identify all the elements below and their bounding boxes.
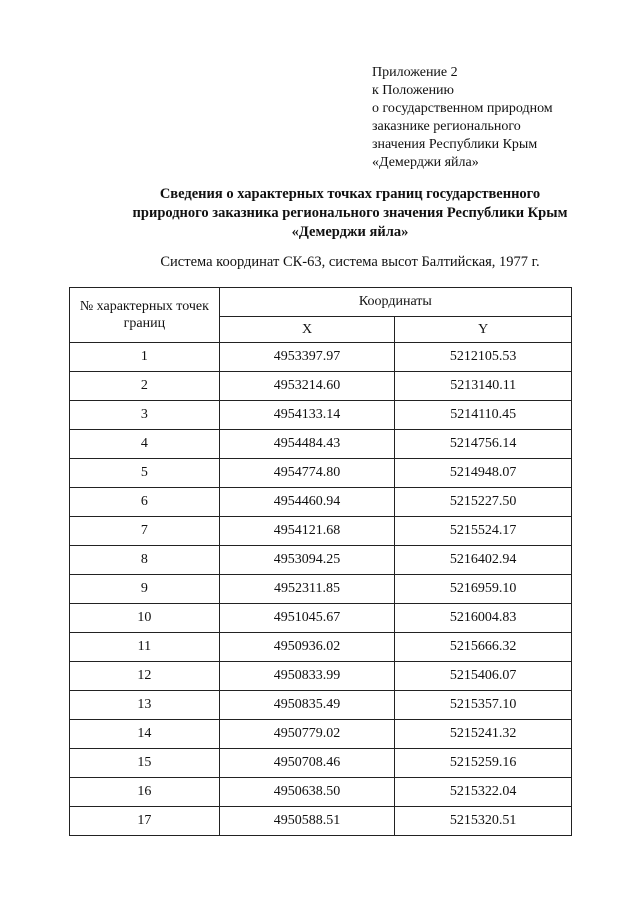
- x-coordinate-cell: 4950588.51: [219, 807, 395, 836]
- coordinates-table: [69, 287, 572, 836]
- point-number-cell: 13: [70, 691, 220, 720]
- table-row: [70, 807, 572, 836]
- point-number-cell: 3: [70, 401, 220, 430]
- title-line: Сведения о характерных точках границ государственного: [159, 186, 541, 202]
- appendix-line: Приложение 2: [372, 65, 458, 80]
- x-coordinate-cell: 4953214.60: [219, 372, 395, 401]
- y-coordinate-cell: 5216004.83: [395, 604, 572, 633]
- y-coordinate-cell: 5215322.04: [395, 778, 572, 807]
- point-number-cell: 1: [70, 343, 220, 372]
- x-coordinate-cell: 4950835.49: [219, 691, 395, 720]
- x-coordinate-cell: 4954133.14: [219, 401, 395, 430]
- y-coordinate-cell: 5215241.32: [395, 720, 572, 749]
- table-row: [70, 691, 572, 720]
- table-row: [70, 604, 572, 633]
- table-row: [70, 575, 572, 604]
- table-row: [70, 372, 572, 401]
- title-line: «Демерджи яйла»: [291, 224, 409, 240]
- y-coordinate-cell: 5214110.45: [395, 401, 572, 430]
- x-coordinate-cell: 4954121.68: [219, 517, 395, 546]
- x-coordinate-cell: 4950638.50: [219, 778, 395, 807]
- table-row: [70, 430, 572, 459]
- table-row: [70, 778, 572, 807]
- table-row: [70, 401, 572, 430]
- title-line: природного заказника регионального значения Республики Крым: [132, 205, 568, 221]
- point-number-cell: 14: [70, 720, 220, 749]
- x-coordinate-cell: 4950936.02: [219, 633, 395, 662]
- x-coordinate-cell: 4954484.43: [219, 430, 395, 459]
- point-number-header: № характерных точек границ: [70, 288, 220, 343]
- table-row: [70, 459, 572, 488]
- table-row: [70, 546, 572, 575]
- table-body: [70, 343, 572, 836]
- y-coordinate-cell: 5215666.32: [395, 633, 572, 662]
- table-row: [70, 749, 572, 778]
- x-coordinate-cell: 4954460.94: [219, 488, 395, 517]
- x-coordinate-cell: 4953094.25: [219, 546, 395, 575]
- point-number-cell: 11: [70, 633, 220, 662]
- x-coordinate-cell: 4950833.99: [219, 662, 395, 691]
- y-coordinate-cell: 5216402.94: [395, 546, 572, 575]
- y-coordinate-cell: 5215320.51: [395, 807, 572, 836]
- table-row: [70, 662, 572, 691]
- point-number-cell: 6: [70, 488, 220, 517]
- point-number-cell: 8: [70, 546, 220, 575]
- table-row: [70, 517, 572, 546]
- x-coordinate-cell: 4954774.80: [219, 459, 395, 488]
- point-number-cell: 15: [70, 749, 220, 778]
- point-number-cell: 12: [70, 662, 220, 691]
- appendix-line: к Положению: [372, 83, 455, 98]
- table-row: [70, 633, 572, 662]
- y-coordinate-cell: 5215406.07: [395, 662, 572, 691]
- appendix-line: значения Республики Крым: [372, 137, 538, 152]
- point-number-cell: 17: [70, 807, 220, 836]
- appendix-line: «Демерджи яйла»: [372, 155, 479, 170]
- appendix-line: о государственном природном: [372, 101, 553, 116]
- point-number-cell: 4: [70, 430, 220, 459]
- point-number-cell: 16: [70, 778, 220, 807]
- y-coordinate-cell: 5214756.14: [395, 430, 572, 459]
- table-row: [70, 720, 572, 749]
- x-coordinate-cell: 4950779.02: [219, 720, 395, 749]
- x-coordinate-cell: 4951045.67: [219, 604, 395, 633]
- point-number-cell: 9: [70, 575, 220, 604]
- x-coordinate-cell: 4950708.46: [219, 749, 395, 778]
- y-coordinate-cell: 5214948.07: [395, 459, 572, 488]
- document-title: [60, 185, 640, 242]
- x-coordinate-cell: 4952311.85: [219, 575, 395, 604]
- x-coordinate-cell: 4953397.97: [219, 343, 395, 372]
- y-coordinate-cell: 5215227.50: [395, 488, 572, 517]
- point-number-cell: 10: [70, 604, 220, 633]
- y-coordinate-cell: 5216959.10: [395, 575, 572, 604]
- appendix-note: [372, 64, 553, 172]
- y-coordinate-cell: 5212105.53: [395, 343, 572, 372]
- coordinate-system-caption: Система координат СК-63, система высот Балтийская, 1977 г.: [160, 254, 540, 270]
- y-coordinate-cell: 5215259.16: [395, 749, 572, 778]
- y-column-header: Y: [395, 317, 572, 343]
- y-coordinate-cell: 5215524.17: [395, 517, 572, 546]
- y-coordinate-cell: 5215357.10: [395, 691, 572, 720]
- appendix-line: заказнике регионального: [372, 119, 521, 134]
- x-column-header: X: [219, 317, 395, 343]
- point-number-cell: 5: [70, 459, 220, 488]
- table-row: [70, 343, 572, 372]
- y-coordinate-cell: 5213140.11: [395, 372, 572, 401]
- coordinates-header: Координаты: [219, 288, 571, 317]
- point-number-cell: 2: [70, 372, 220, 401]
- table-row: [70, 488, 572, 517]
- point-number-cell: 7: [70, 517, 220, 546]
